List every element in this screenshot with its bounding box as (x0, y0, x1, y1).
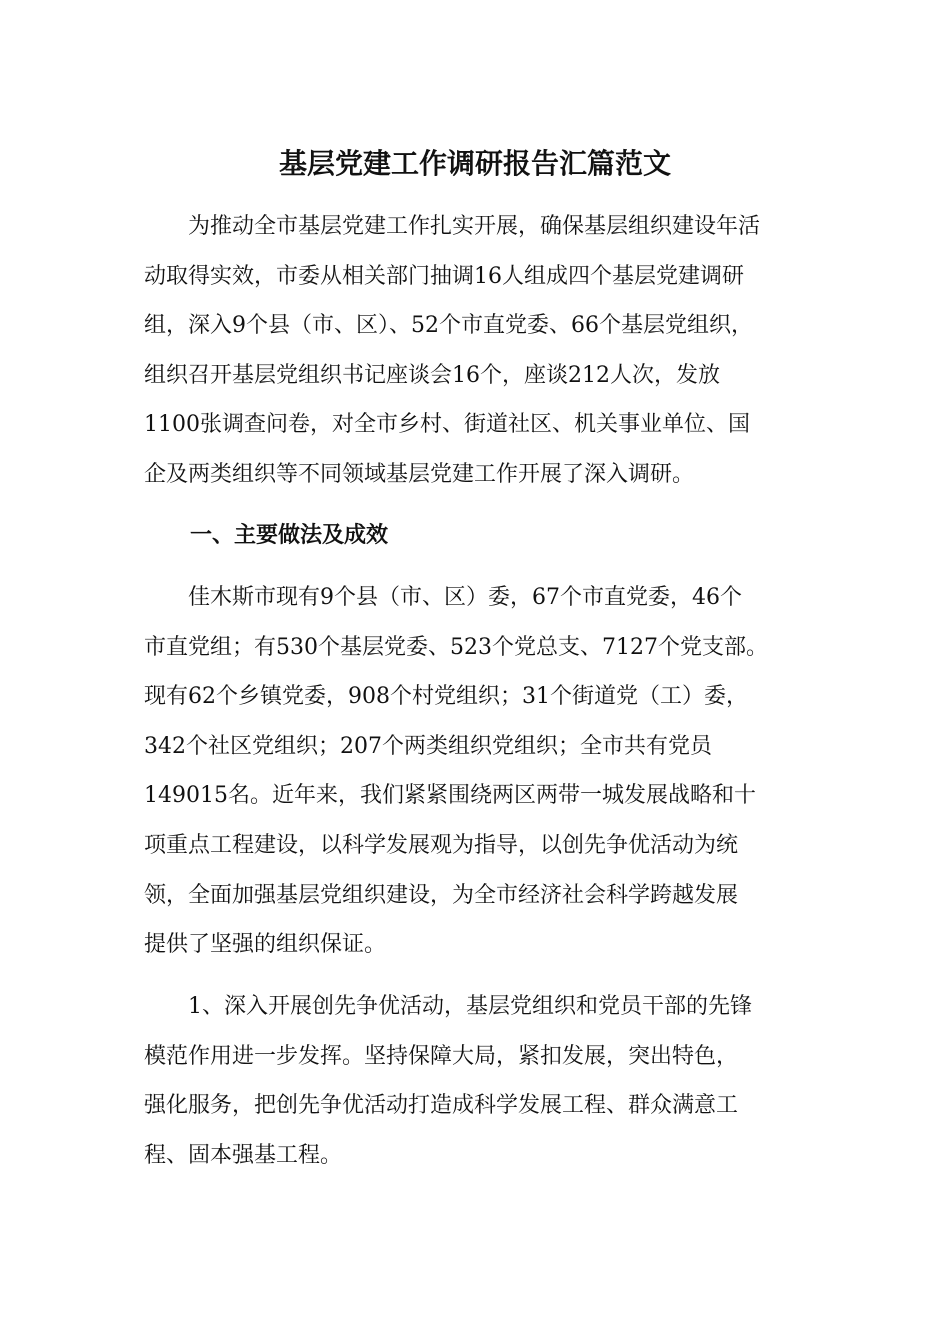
intro-line-4: 组织召开基层党组织书记座谈会16个，座谈212人次，发放 (144, 362, 720, 388)
intro-line-3: 组，深入9个县（市、区）、52个市直党委、66个基层党组织， (144, 313, 753, 339)
overview-line-4: 342个社区党组织；207个两类组织党组织；全市共有党员 (144, 733, 712, 759)
overview-line-7: 领，全面加强基层党组织建设，为全市经济社会科学跨越发展 (144, 882, 739, 908)
intro-line-5: 1100张调查问卷，对全市乡村、街道社区、机关事业单位、国 (144, 412, 750, 438)
overview-line-1: 佳木斯市现有9个县（市、区）委，67个市直党委，46个 (188, 585, 742, 610)
intro-line-2: 动取得实效，市委从相关部门抽调16人组成四个基层党建调研 (144, 263, 744, 289)
overview-line-3: 现有62个乡镇党委，908个村党组织；31个街道党（工）委， (144, 684, 748, 710)
item-1-line-2: 模范作用进一步发挥。坚持保障大局，紧扣发展，突出特色， (144, 1043, 739, 1069)
item-1-line-4: 程、固本强基工程。 (144, 1142, 343, 1168)
item-1-paragraph (144, 982, 814, 1180)
intro-line-6: 企及两类组织等不同领域基层党建工作开展了深入调研。 (144, 461, 695, 487)
document-title: 基层党建工作调研报告汇篇范文 (278, 147, 671, 180)
intro-paragraph (144, 202, 814, 500)
overview-line-6: 项重点工程建设，以科学发展观为指导，以创先争优活动为统 (144, 832, 739, 858)
overview-line-2: 市直党组；有530个基层党委、523个党总支、7127个党支部。 (144, 634, 768, 660)
overview-line-5: 149015名。近年来，我们紧紧围绕两区两带一城发展战略和十 (144, 783, 756, 809)
item-1-line-1: 1、深入开展创先争优活动，基层党组织和党员干部的先锋 (188, 994, 752, 1019)
section-heading-main-practices: 一、主要做法及成效 (190, 523, 389, 548)
overview-paragraph (144, 573, 814, 970)
intro-line-1: 为推动全市基层党建工作扎实开展，确保基层组织建设年活 (188, 214, 761, 239)
overview-line-8: 提供了坚强的组织保证。 (144, 932, 387, 958)
item-1-line-3: 强化服务，把创先争优活动打造成科学发展工程、群众满意工 (144, 1093, 739, 1119)
